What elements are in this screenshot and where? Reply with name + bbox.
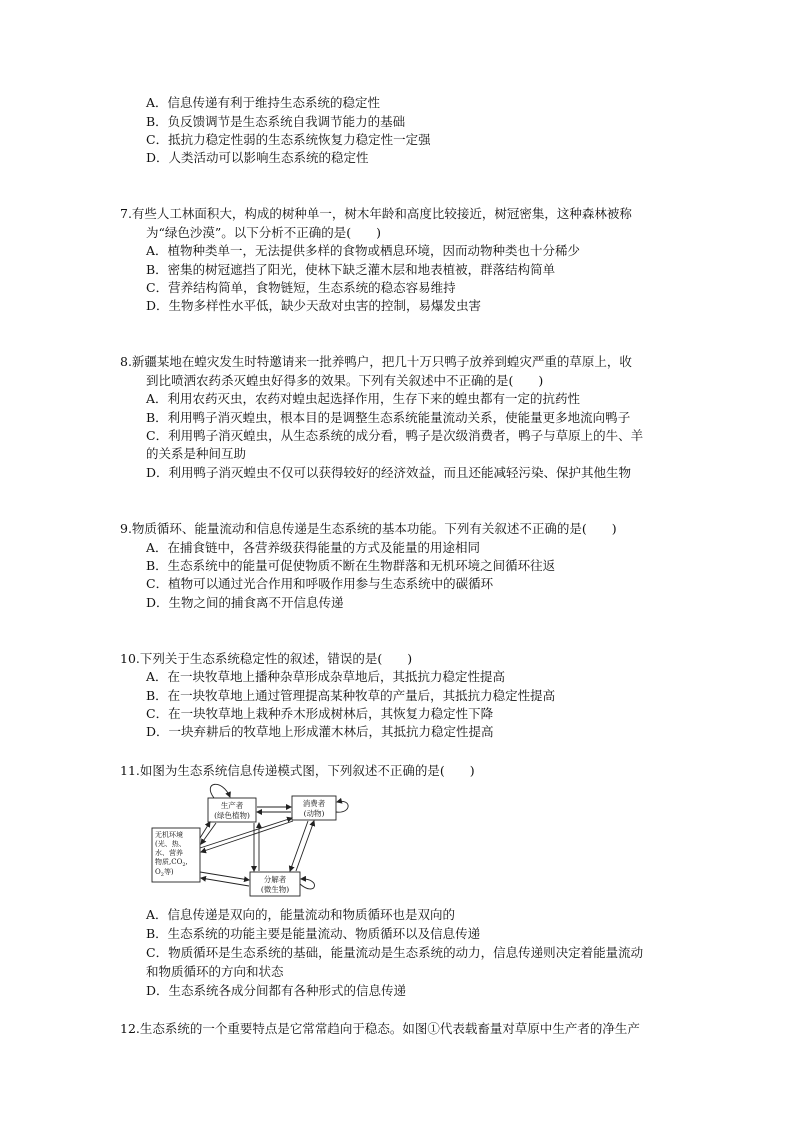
q9-option-b: B．生态系统中的能量可促使物质不断在生物群落和无机环境之间循环往返 (146, 558, 556, 573)
q7-stem-line1: 7.有些人工林面积大，构成的树种单一，树木年龄和高度比较接近，树冠密集，这种森林被称 (120, 206, 632, 221)
q10-option-b: B．在一块牧草地上通过管理提高某种牧草的产量后，其抵抗力稳定性提高 (146, 688, 556, 703)
consumer-sublabel: (动物) (303, 809, 325, 818)
environment-line3: 水、营养 (155, 849, 183, 857)
q8-stem-line1: 8.新疆某地在蝗灾发生时特邀请来一批养鸭户，把几十万只鸭子放养到蝗灾严重的草原上，收 (120, 354, 632, 369)
q8-stem-line2: 到比喷洒农药杀灭蝗虫好得多的效果。下列有关叙述中不正确的是( ) (146, 373, 544, 388)
information-transfer-diagram (150, 780, 360, 898)
q11-option-d: D．生态系统各成分间都有各种形式的信息传递 (146, 983, 407, 998)
environment-line4: 物质$,CO_2$, (155, 858, 188, 868)
q6-option-b: B．负反馈调节是生态系统自我调节能力的基础 (146, 114, 406, 129)
environment-line2: (光、热、 (155, 840, 186, 848)
decomposer-label: 分解者 (263, 875, 287, 884)
q8-option-d: D．利用鸭子消灭蝗虫不仅可以获得较好的经济效益，而且还能减轻污染、保护其他生物 (146, 465, 632, 480)
q9-stem: 9.物质循环、能量流动和信息传递是生态系统的基本功能。下列有关叙述不正确的是( ) (120, 521, 617, 536)
q8-option-b: B．利用鸭子消灭蝗虫，根本目的是调整生态系统能量流动关系，使能量更多地流向鸭子 (146, 410, 631, 425)
q7-option-a: A．植物种类单一，无法提供多样的食物或栖息环境，因而动物种类也十分稀少 (146, 243, 581, 258)
decomposer-sublabel: (微生物) (260, 885, 290, 894)
environment-label: 无机环境 (155, 831, 183, 839)
q6-option-d: D．人类活动可以影响生态系统的稳定性 (146, 150, 369, 165)
q7-option-c: C．营养结构简单，食物链短，生态系统的稳态容易维持 (146, 280, 456, 295)
q11-stem: 11.如图为生态系统信息传递模式图，下列叙述不正确的是( ) (120, 763, 475, 778)
q7-option-b: B．密集的树冠遮挡了阳光，使林下缺乏灌木层和地表植被，群落结构简单 (146, 262, 556, 277)
q8-option-c-cont: 的关系是种间互助 (146, 446, 247, 461)
q11-option-a: A．信息传递是双向的，能量流动和物质循环也是双向的 (146, 907, 456, 922)
producer-sublabel: (绿色植物) (214, 811, 250, 820)
q7-option-d: D．生物多样性水平低，缺少天敌对虫害的控制，易爆发虫害 (146, 298, 482, 313)
q11-option-c-cont: 和物质循环的方向和状态 (146, 964, 284, 979)
environment-line5: $O_2$等) (155, 868, 174, 878)
q10-option-a: A．在一块牧草地上播种杂草形成杂草地后，其抵抗力稳定性提高 (146, 669, 506, 684)
q8-option-a: A．利用农药灭虫，农药对蝗虫起选择作用，生存下来的蝗虫都有一定的抗药性 (146, 391, 581, 406)
q11-option-c: C．物质循环是生态系统的基础，能量流动是生态系统的动力，信息传递则决定着能量流动 (146, 945, 644, 960)
q9-option-d: D．生物之间的捕食离不开信息传递 (146, 595, 344, 610)
q7-stem-line2: 为“绿色沙漠”。以下分析不正确的是( ) (146, 225, 382, 240)
q6-option-a: A．信息传递有利于维持生态系统的稳定性 (146, 95, 381, 110)
q9-option-a: A．在捕食链中，各营养级获得能量的方式及能量的用途相同 (146, 540, 481, 555)
q6-option-c: C．抵抗力稳定性弱的生态系统恢复力稳定性一定强 (146, 132, 431, 147)
q11-option-b: B．生态系统的功能主要是能量流动、物质循环以及信息传递 (146, 926, 481, 941)
q10-option-c: C．在一块牧草地上栽种乔木形成树林后，其恢复力稳定性下降 (146, 706, 494, 721)
q9-option-c: C．植物可以通过光合作用和呼吸作用参与生态系统中的碳循环 (146, 576, 494, 591)
q8-option-c: C．利用鸭子消灭蝗虫，从生态系统的成分看，鸭子是次级消费者，鸭子与草原上的牛、羊 (146, 428, 644, 443)
q10-option-d: D．一块弃耕后的牧草地上形成灌木林后，其抵抗力稳定性提高 (146, 724, 494, 739)
producer-label: 生产者 (220, 801, 244, 810)
q12-stem: 12.生态系统的一个重要特点是它常常趋向于稳态。如图①代表载畜量对草原中生产者的净生产 (120, 1021, 640, 1036)
q10-stem: 10.下列关于生态系统稳定性的叙述，错误的是( ) (120, 651, 413, 666)
consumer-label: 消费者 (302, 799, 326, 808)
